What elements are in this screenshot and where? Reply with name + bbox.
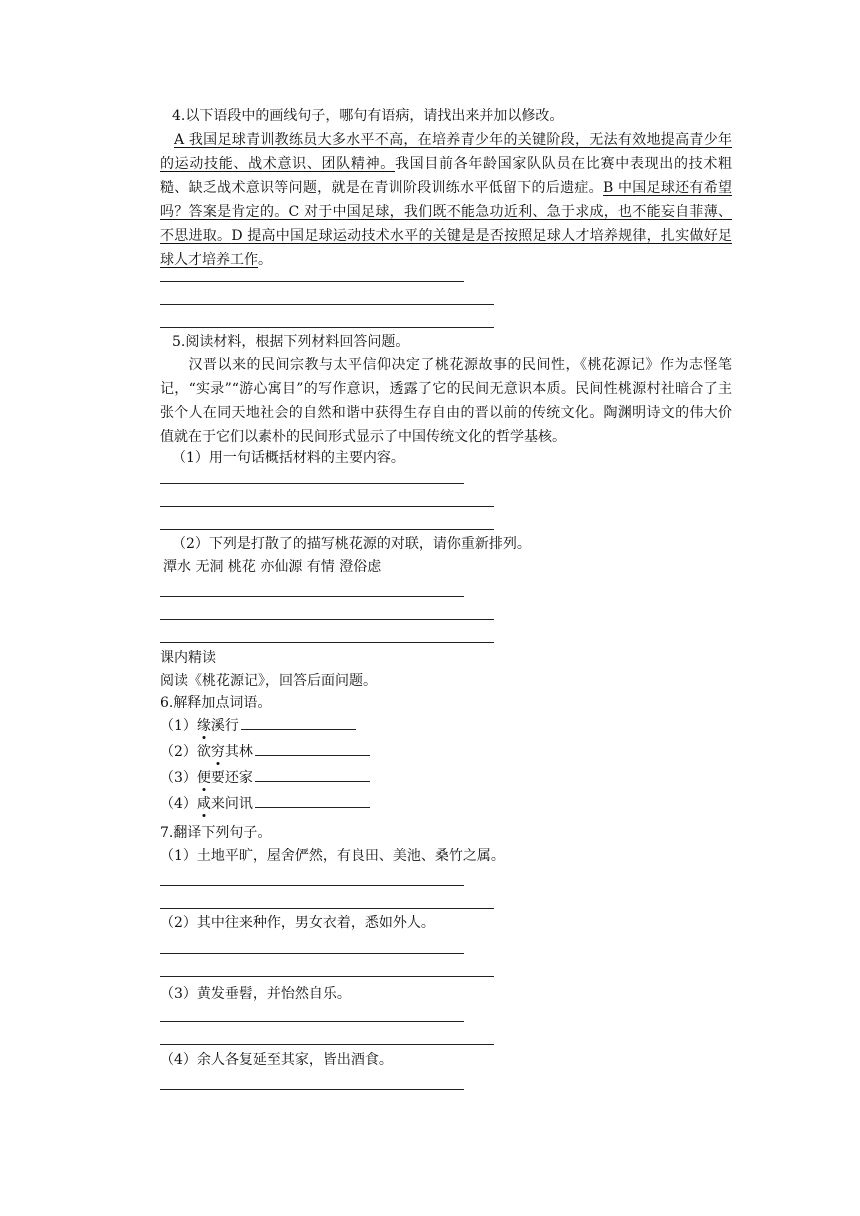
answer-line[interactable] [160,642,494,643]
answer-line[interactable] [160,483,464,484]
section-title: 课内精读 [160,650,216,666]
q7-item: （1）土地平旷，屋舍俨然，有良田、美池、桑竹之属。 [160,848,505,864]
answer-line[interactable] [160,908,494,909]
answer-line[interactable] [160,885,464,886]
dotted-word: 咸 [196,796,211,812]
q7-item: （3）黄发垂髫，并怡然自乐。 [160,986,351,1002]
q4-sentence-c: C 对于中国足球，我们既不能急功近利、急于求成，也不能妄自菲薄、不思进取。 [160,204,732,244]
answer-line[interactable] [160,506,494,507]
q7-item: （4）余人各复延至其家，皆出酒食。 [160,1052,393,1068]
answer-line[interactable] [160,619,494,620]
section-intro: 阅读《桃花源记》，回答后面问题。 [160,673,377,689]
answer-line[interactable] [160,953,464,954]
q6-item: （1）缘溪行 [160,715,356,737]
q4-sentence-a: A 我国足球青训教练员大多水平不高，在培养青少年的关键阶段，无法有效地提高青少年的运动技能、战术意识、团队精神。 [160,132,732,172]
answer-blank[interactable] [255,793,370,808]
answer-blank[interactable] [255,741,370,756]
answer-line[interactable] [160,529,494,530]
q4-sentence-d: D 提高中国足球运动技术水平的关键是是否按照足球人才培养规律，扎实做好足球人才培养工作 [160,228,732,268]
answer-blank[interactable] [241,715,356,730]
q5-sub1: （1）用一句话概括材料的主要内容。 [172,450,405,466]
q6-item: （3）便要还家 [160,767,370,789]
dotted-word: 便 [196,770,211,786]
dotted-word: 缘 [196,718,211,734]
dotted-word: 穷 [210,744,225,760]
q5-material-text: 汉晋以来的民间宗教与太平信仰决定了桃花源故事的民间性，《桃花源记》作为志怪笔记，“实录”“游心寓目”的写作意识，透露了它的民间无意识本质。民间性桃源村社暗合了主张个人在同天地社会的自然和谐中获得生存自由的晋以前的传统文化。陶渊明诗文的伟大价值就在于它们以素朴的民间形式显示了中国传统文化的哲学基核。 [160,357,732,445]
q7-item: （2）其中往来种作，男女衣着，悉如外人。 [160,915,435,931]
answer-line[interactable] [160,304,494,305]
q6-item: （2）欲穷其林 [160,741,370,763]
q4-passage [160,128,732,272]
q5-material [160,353,732,449]
q5-word-list: 潭水 无洞 桃花 亦仙源 有情 澄俗虑 [163,559,382,575]
q5-sub2: （2）下列是打散了的描写桃花源的对联，请你重新排列。 [172,536,531,552]
q5-prompt: 5.阅读材料，根据下列材料回答问题。 [172,334,410,350]
q4-plain-text: 我国目前各年龄国家队队员在比赛中表现出的技术粗糙、缺乏战术意识等问题，就是在青训阶段训练水平低留下的后遗症。 [160,156,733,196]
q4-prompt: 4.以下语段中的画线句子，哪句有语病，请找出来并加以修改。 [172,108,564,124]
answer-blank[interactable] [255,767,370,782]
answer-line[interactable] [160,281,464,282]
answer-line[interactable] [160,1089,464,1090]
q4-end-punct: 。 [258,252,272,268]
q7-prompt: 7.翻译下列句子。 [160,825,272,841]
answer-line[interactable] [160,976,494,977]
q4-sentence-b: B 中国足球还有希望吗？答案是肯定的。 [160,180,732,220]
q6-item: （4）咸来问讯 [160,793,370,815]
answer-line[interactable] [160,1044,494,1045]
answer-line[interactable] [160,1021,464,1022]
answer-line[interactable] [160,596,464,597]
q6-prompt: 6.解释加点词语。 [160,695,272,711]
answer-line[interactable] [160,327,494,328]
